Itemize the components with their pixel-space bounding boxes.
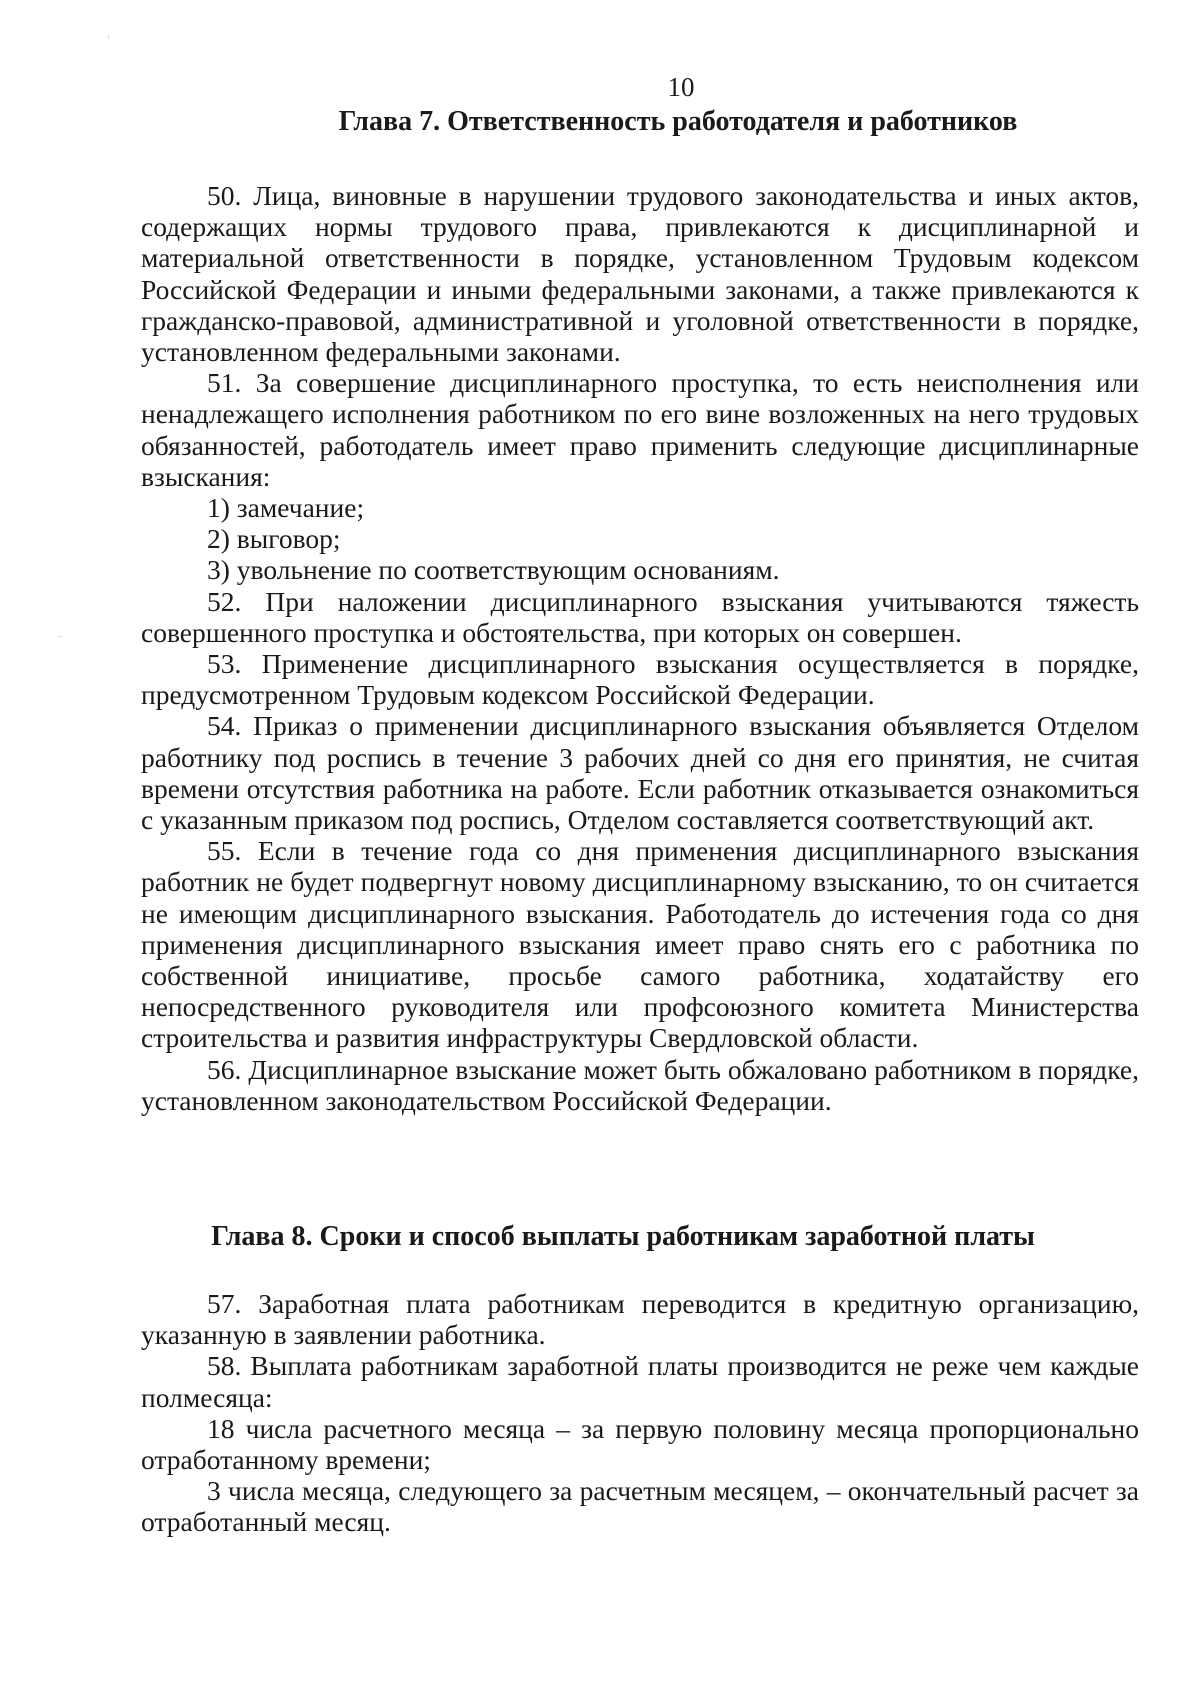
list-item-reprimand-2: 2) выговор; — [207, 523, 341, 555]
chapter-7-body — [141, 180, 1139, 1116]
paragraph-51: 51. За совершение дисциплинарного проступка, то есть неисполнения или ненадлежащего исполнения работником по его вине возложенных на него трудовых обязанностей, работодатель имеет право применить следующие дисциплинарные взыскания: — [141, 367, 1139, 492]
paragraph-55: 55. Если в течение года со дня применения дисциплинарного взыскания работник не будет подвергнут новому дисциплинарному взысканию, то он считается не имеющим дисциплинарного взыскания. Работодатель до истечения года со дня применения дисциплинарного взыскания имеет право снять его с работника по собственной инициативе, просьбе самого работника, ходатайству его непосредственного руководителя или профсоюзного комитета Министерства строительства и развития инфраструктуры Свердловской области. — [141, 835, 1139, 1054]
chapter-8-body — [141, 1288, 1139, 1538]
payment-date-final: 3 числа месяца, следующего за расчетным месяцем, – окончательный расчет за отработанный месяц. — [141, 1475, 1139, 1538]
paragraph-53: 53. Применение дисциплинарного взыскания осуществляется в порядке, предусмотренном Трудовым кодексом Российской Федерации. — [141, 648, 1139, 711]
list-item-dismissal: 3) увольнение по соответствующим основаниям. — [207, 554, 780, 586]
paragraph-57: 57. Заработная плата работникам переводится в кредитную организацию, указанную в заявлении работника. — [141, 1288, 1139, 1351]
paragraph-58: 58. Выплата работникам заработной платы производится не реже чем каждые полмесяца: — [141, 1350, 1139, 1413]
scan-margin-mark — [108, 35, 109, 39]
paragraph-56: 56. Дисциплинарное взыскание может быть обжаловано работником в порядке, установленном законодательством Российской Федерации. — [141, 1053, 1139, 1116]
chapter-7-title: Глава 7. Ответственность работодателя и работников — [338, 106, 1018, 137]
list-item-reprimand-1: 1) замечание; — [207, 492, 365, 524]
paragraph-54: 54. Приказ о применении дисциплинарного взыскания объявляется Отделом работнику под роспись в течение 3 рабочих дней со дня его принятия, не считая времени отсутствия работника на работе. Если работник отказывается ознакомиться с указанным приказом под роспись, Отделом составляется соответствующий акт. — [141, 710, 1139, 836]
paragraph-50: 50. Лица, виновные в нарушении трудового законодательства и иных актов, содержащих нормы трудового права, привлекаются к дисциплинарной и материальной ответственности в порядке, установленном Трудовым кодексом Российской Федерации и иными федеральными законами, а также привлекаются к гражданско-правовой, административной и уголовной ответственности в порядке, установленном федеральными законами. — [141, 180, 1139, 368]
payment-date-first-half: 18 числа расчетного месяца – за первую половину месяца пропорционально отработанному времени; — [141, 1412, 1139, 1476]
page-number: 10 — [667, 72, 695, 102]
paragraph-52: 52. При наложении дисциплинарного взыскания учитываются тяжесть совершенного проступка и обстоятельства, при которых он совершен. — [141, 585, 1139, 648]
chapter-8-title: Глава 8. Сроки и способ выплаты работникам заработной платы — [211, 1221, 1035, 1252]
scan-margin-mark — [58, 636, 62, 637]
